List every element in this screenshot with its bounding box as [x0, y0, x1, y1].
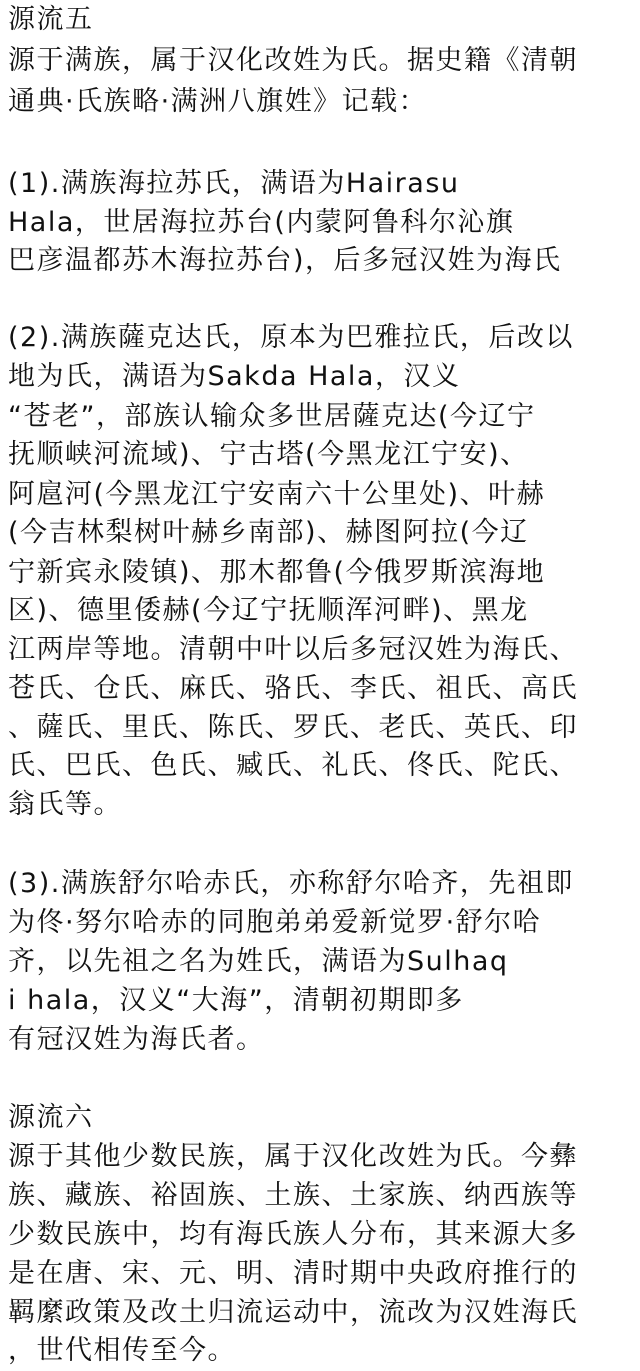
list-item-2-line: 地为氏，满语为Sakda Hala，汉义	[8, 361, 461, 392]
list-item-3-line: i hala，汉义“大海”，清朝初期即多	[8, 985, 464, 1016]
list-item-2-line: 阿扈河(今黑龙江宁安南六十公里处)、叶赫	[8, 479, 546, 510]
list-item-3-line: 有冠汉姓为海氏者。	[8, 1024, 265, 1055]
section-heading-6: 源流六	[8, 1102, 94, 1133]
section-heading-5: 源流五	[8, 4, 94, 35]
list-item-2-line: “苍老”，部族认输众多世居薩克达(今辽宁	[8, 401, 536, 432]
list-item-3-line: 齐，以先祖之名为姓氏，满语为Sulhaq	[8, 946, 509, 977]
list-item-1-line: (1).满族海拉苏氏，满语为Hairasu	[8, 168, 460, 199]
text-line: 通典·氏族略·满洲八旗姓》记载：	[8, 86, 428, 117]
text-line: 少数民族中，均有海氏族人分布，其来源大多	[8, 1219, 578, 1250]
list-item-2-line: (2).满族薩克达氏，原本为巴雅拉氏，后改以	[8, 322, 574, 353]
text-line: 族、藏族、裕固族、土族、土家族、纳西族等	[8, 1180, 578, 1211]
text-line: 是在唐、宋、元、明、清时期中央政府推行的	[8, 1258, 578, 1289]
list-item-2-line: 抚顺峡河流域)、宁古塔(今黑龙江宁安)、	[8, 439, 529, 470]
text-line: 源于其他少数民族，属于汉化改姓为氏。今彝	[8, 1141, 578, 1172]
list-item-2-line: 、薩氏、里氏、陈氏、罗氏、老氏、英氏、印	[8, 712, 578, 743]
list-item-2-line: 翁氏等。	[8, 789, 122, 820]
text-line: 羁縻政策及改土归流运动中，流改为汉姓海氏	[8, 1297, 578, 1328]
list-item-2-line: 苍氏、仓氏、麻氏、骆氏、李氏、祖氏、高氏	[8, 673, 578, 704]
list-item-2-line: 宁新宾永陵镇)、那木都鲁(今俄罗斯滨海地	[8, 557, 546, 588]
list-item-2-line: (今吉林梨树叶赫乡南部)、赫图阿拉(今辽	[8, 517, 529, 548]
text-line: ，世代相传至今。	[8, 1335, 236, 1366]
list-item-2-line: 氏、巴氏、色氏、臧氏、礼氏、佟氏、陀氏、	[8, 750, 578, 781]
list-item-1-line: Hala，世居海拉苏台(内蒙阿鲁科尔沁旗	[8, 207, 515, 238]
list-item-3-line: (3).满族舒尔哈赤氏，亦称舒尔哈齐，先祖即	[8, 868, 574, 899]
list-item-2-line: 区)、德里倭赫(今辽宁抚顺浑河畔)、黑龙	[8, 595, 529, 626]
text-line: 源于满族，属于汉化改姓为氏。据史籍《清朝	[8, 45, 578, 76]
list-item-1-line: 巴彦温都苏木海拉苏台)，后多冠汉姓为海氏	[8, 245, 562, 276]
list-item-3-line: 为佟·努尔哈赤的同胞弟弟爱新觉罗·舒尔哈	[8, 907, 542, 938]
list-item-2-line: 江两岸等地。清朝中叶以后多冠汉姓为海氏、	[8, 634, 578, 665]
